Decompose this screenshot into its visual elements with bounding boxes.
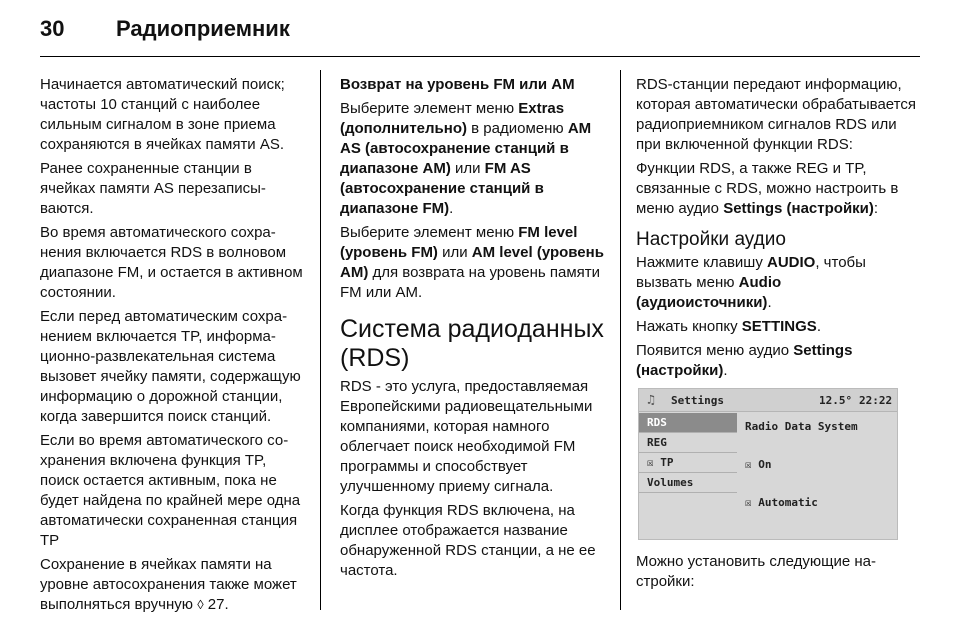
settings-screen-figure [638, 388, 898, 540]
paragraph-text: Сохранение в ячейках памяти на уровне автосохранения также может выполняться вручную [40, 556, 297, 613]
text: для возврата на уровень памяти FM или AM. [340, 264, 601, 301]
button-term: AUDIO [767, 254, 816, 271]
text: Нажать кнопку [636, 318, 738, 335]
text: . [449, 200, 454, 217]
screen-option-automatic[interactable]: ☒ Automatic [745, 496, 818, 509]
page-header [40, 14, 920, 50]
page-title: Радиоприемник [116, 16, 290, 41]
header-divider [40, 56, 920, 57]
paragraph [636, 317, 920, 337]
text: Появится меню аудио [636, 342, 790, 359]
column-2 [340, 75, 608, 585]
paragraph: Во время автоматического сохранения включается RDS в волновом диапазоне FM, и остается в активном состоянии. [40, 224, 303, 301]
column-1 [40, 75, 308, 619]
column-3 [636, 75, 920, 385]
text: Выберите элемент меню [340, 224, 515, 241]
menu-term: FM level (уровень FM) [340, 224, 578, 261]
screen-menu-item-rds[interactable]: RDS [639, 413, 737, 433]
paragraph [636, 253, 920, 313]
menu-term: AM AS (автосохранение станций в диапазоне AM) [340, 120, 592, 177]
menu-term: Settings (настройки) [636, 342, 853, 379]
text: . [723, 362, 728, 379]
text: в радиоменю [471, 120, 564, 137]
music-note-icon: ♫ [647, 393, 655, 408]
text: или [442, 244, 468, 261]
screen-title-bar [639, 389, 897, 412]
paragraph [40, 555, 308, 615]
paragraph: RDS-станции передают информацию, которая автоматически обрабатывается радиоприемником сигналов RDS или при включенной функции RDS: [636, 76, 916, 153]
button-term: SETTINGS [741, 318, 817, 335]
screen-menu-item-reg[interactable]: REG [639, 433, 737, 453]
paragraph: Можно установить следующие настройки: [636, 553, 876, 590]
column-divider [620, 70, 621, 610]
screen-menu [639, 413, 737, 493]
menu-term: Extras (дополнительно) [340, 100, 565, 137]
paragraph: RDS - это услуга, предоставляемая Европейскими радиовещательными компаниями, которая намного облегчает поиск необходимой FM программы и способствует улучшенному приему сигнала. [340, 378, 593, 495]
text: Функции RDS, а также REG и TP, связанные с RDS, можно настроить в меню аудио [636, 160, 899, 217]
menu-term: Audio (аудиоисточники) [636, 274, 782, 311]
section-title: Настройки аудио [636, 229, 786, 250]
text: Выберите элемент меню [340, 100, 515, 117]
menu-term: AM level (уровень AM) [340, 244, 604, 281]
column-3-footer [636, 552, 920, 596]
section-title: Система радиоданных (RDS) [340, 315, 604, 372]
paragraph: Когда функция RDS включена, на дисплее отображается название обнаруженной RDS станции, а не ее частота. [340, 502, 596, 579]
text: . [767, 294, 772, 311]
screen-option-on[interactable]: ☒ On [745, 458, 772, 471]
screen-detail-line [745, 474, 858, 493]
screen-menu-item-volumes[interactable]: Volumes [639, 473, 737, 493]
text: или [454, 160, 481, 177]
page-reference-icon: ◊ [197, 597, 204, 612]
paragraph: Если во время автоматического сохранения включена функция TP, поиск остается активным, пока не будет найдена по крайней мере одна автоматически сохраненная станция TP [40, 432, 301, 549]
column-divider [320, 70, 321, 610]
text: Нажмите клавишу [636, 254, 763, 271]
text: , чтобы вызвать меню [636, 254, 866, 291]
paragraph: Если перед автоматическим сохранением включается TP, информационно-развлекательная система вызовет ячейку памяти, содержащую информацию о дорожной станции, когда завершится поиск станций. [40, 308, 301, 425]
paragraph: Ранее сохраненные станции в ячейках памяти AS перезаписываются. [40, 160, 266, 217]
screen-title: Settings [671, 394, 724, 407]
text: . [816, 318, 821, 335]
screen-detail-panel [745, 417, 858, 512]
paragraph: Начинается автоматический поиск; частоты 10 станций с наиболее сильным сигналом в зоне приема сохраняются в ячейках памяти AS. [40, 76, 285, 153]
subheading: Возврат на уровень FM или AM [340, 76, 575, 93]
temperature-display: 12.5° [819, 394, 853, 407]
page-reference[interactable]: 27. [207, 596, 229, 613]
screen-menu-item-tp[interactable]: ☒ TP [639, 453, 737, 473]
paragraph [340, 99, 608, 219]
screen-detail-line [745, 436, 858, 455]
paragraph [636, 159, 920, 219]
page-number: 30 [40, 16, 65, 41]
screen-detail-title: Radio Data System [745, 420, 858, 433]
menu-term: FM AS (автосохранение станций в диапазоне FM) [340, 160, 544, 217]
menu-term: Settings (настройки) [723, 200, 874, 217]
paragraph [636, 341, 920, 381]
text: : [873, 200, 879, 217]
paragraph [340, 223, 608, 303]
clock-display: 22:22 [859, 394, 893, 407]
